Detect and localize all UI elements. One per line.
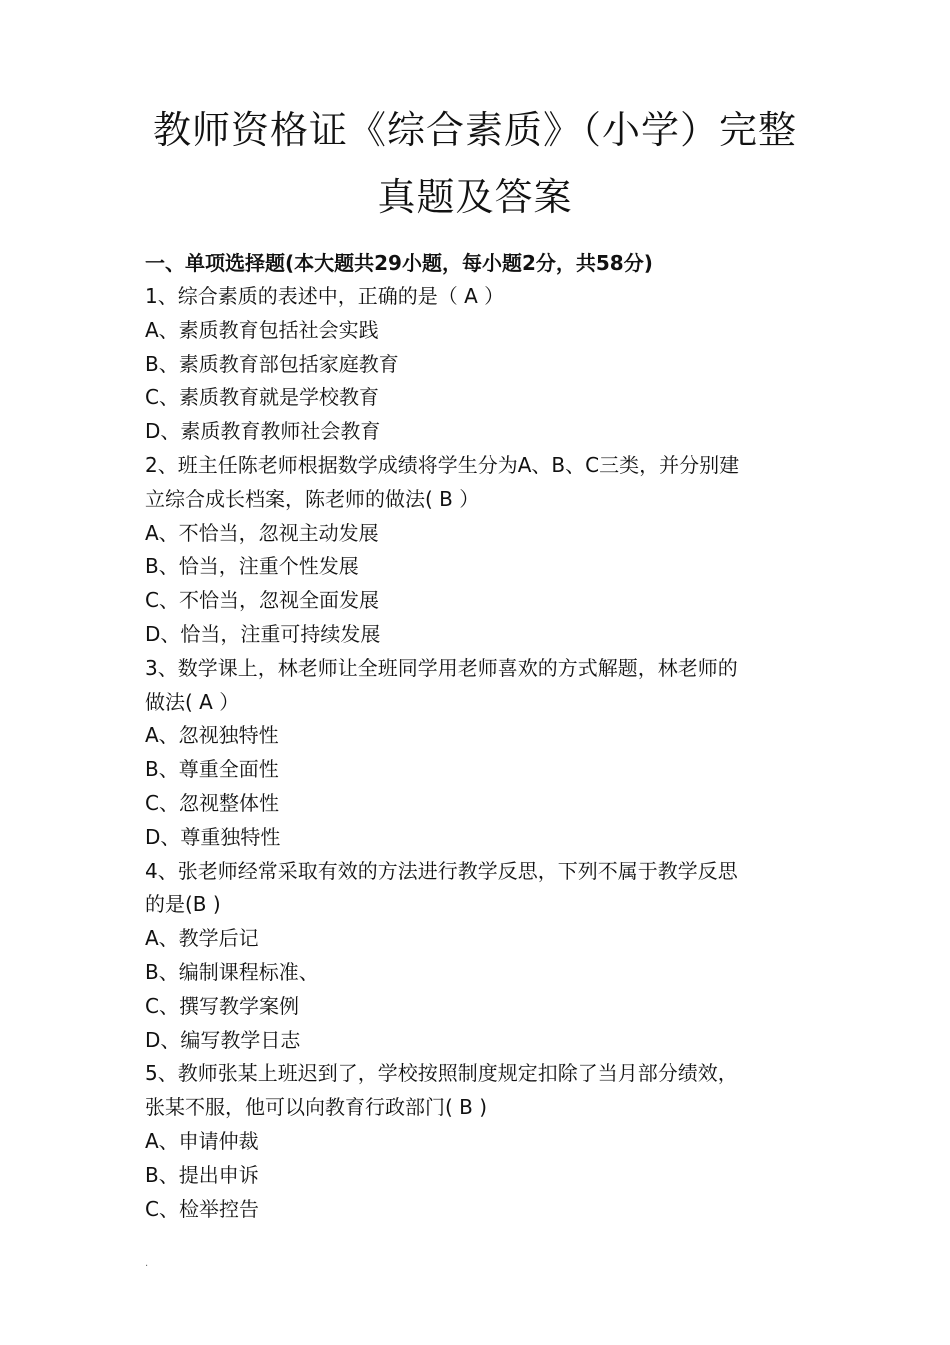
question-1 — [145, 280, 825, 449]
answer-option: C、撰写教学案例 — [145, 993, 299, 1018]
answer-option: C、检举控告 — [145, 1196, 259, 1221]
question-stem: 做法( A ） — [145, 689, 240, 714]
question-5 — [145, 1057, 825, 1226]
question-4 — [145, 855, 825, 1058]
answer-option: B、提出申诉 — [145, 1162, 259, 1187]
answer-option: B、编制课程标准、 — [145, 959, 319, 984]
question-3 — [145, 652, 825, 855]
document-body — [145, 246, 825, 1226]
answer-option: A、教学后记 — [145, 926, 259, 951]
answer-option: C、不恰当，忽视全面发展 — [145, 588, 379, 613]
question-stem: 3、数学课上，林老师让全班同学用老师喜欢的方式解题，林老师的 — [145, 655, 738, 680]
answer-option: B、素质教育部包括家庭教育 — [145, 351, 399, 376]
answer-option: C、忽视整体性 — [145, 790, 279, 815]
answer-option: A、不恰当，忽视主动发展 — [145, 520, 379, 545]
question-stem: 1、综合素质的表述中，正确的是（ A ） — [145, 284, 505, 308]
question-2 — [145, 449, 825, 652]
question-stem: 4、张老师经常采取有效的方法进行教学反思，下列不属于教学反思 — [145, 858, 738, 883]
answer-option: A、忽视独特性 — [145, 723, 279, 748]
answer-option: D、素质教育教师社会教育 — [145, 419, 381, 444]
footer-mark: . — [145, 1258, 149, 1269]
question-stem: 5、教师张某上班迟到了，学校按照制度规定扣除了当月部分绩效， — [145, 1061, 738, 1086]
question-stem: 立综合成长档案，陈老师的做法( B ） — [145, 486, 480, 511]
question-stem: 张某不服，他可以向教育行政部门( B ) — [145, 1095, 488, 1120]
answer-option: B、尊重全面性 — [145, 757, 279, 782]
document-title-line-1: 教师资格证《综合素质》（小学）完整 — [152, 108, 797, 152]
answer-option: A、素质教育包括社会实践 — [145, 317, 379, 342]
question-stem: 的是(B ) — [145, 892, 221, 917]
document-title-line-2: 真题及答案 — [377, 175, 573, 219]
answer-option: D、尊重独特性 — [145, 824, 281, 849]
answer-option: D、编写教学日志 — [145, 1027, 301, 1052]
answer-option: A、申请仲裁 — [145, 1128, 259, 1153]
answer-option: D、恰当，注重可持续发展 — [145, 621, 381, 646]
question-stem: 2、班主任陈老师根据数学成绩将学生分为A、B、C三类，并分别建 — [145, 452, 740, 477]
answer-option: B、恰当，注重个性发展 — [145, 554, 359, 579]
answer-option: C、素质教育就是学校教育 — [145, 385, 379, 410]
section-heading: 一、单项选择题(本大题共29小题，每小题2分，共58分) — [145, 251, 653, 275]
